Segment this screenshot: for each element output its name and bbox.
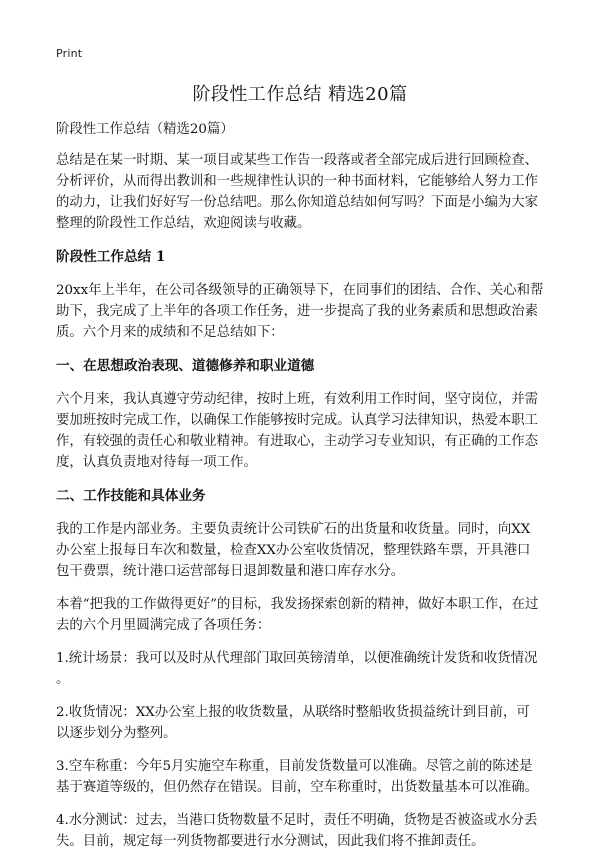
subheading-skills: 二、工作技能和具体业务 bbox=[56, 488, 206, 504]
document-title: 阶段性工作总结 精选20篇 bbox=[192, 84, 408, 105]
text-line: 2.收货情况：XX办公室上报的收货数量，从联络时整船收货损益统计到目前，可 bbox=[56, 705, 530, 720]
text-line: 。 bbox=[56, 672, 70, 687]
text-line: 六个月来，我认真遵守劳动纪律，按时上班，有效利用工作时间，坚守岗位，并需 bbox=[56, 392, 539, 407]
goal-paragraph bbox=[56, 594, 548, 636]
text-line: 的动力，让我们好好写一份总结吧。那么你知道总结如何写吗？下面是小编为大家 bbox=[56, 195, 539, 210]
text-line: 以逐步划分为整列。 bbox=[56, 726, 177, 741]
text-line: 去的六个月里圆满完成了各项任务： bbox=[56, 618, 271, 633]
work-description-paragraph bbox=[56, 519, 548, 582]
text-line: 20xx年上半年，在公司各级领导的正确领导下，在同事们的团结、合作、关心和帮 bbox=[56, 283, 544, 298]
list-item bbox=[56, 810, 548, 852]
text-line: 包干费票，统计港口运营部每日退卸数量和港口库存水分。 bbox=[56, 564, 405, 579]
text-line: 度，认真负责地对待每一项工作。 bbox=[56, 455, 257, 470]
text-line: 1.统计场景：我可以及时从代理部门取回英镑清单，以便准确统计发货和收货情况 bbox=[56, 651, 538, 666]
text-line: 作，有较强的责任心和敬业精神。有进取心，主动学习专业知识，有正确的工作态 bbox=[56, 434, 539, 449]
text-line: 4.水分测试：过去，当港口货物数量不足时，责任不明确，货物是否被盗或水分丢 bbox=[56, 813, 538, 828]
text-line: 我的工作是内部业务。主要负责统计公司铁矿石的出货量和收货量。同时，向XX bbox=[56, 522, 531, 537]
text-line: 本着“把我的工作做得更好”的目标，我发扬探索创新的精神，做好本职工作，在过 bbox=[56, 597, 539, 612]
section-intro-paragraph bbox=[56, 280, 548, 343]
subheading-conduct: 一、在思想政治表现、道德修养和职业道德 bbox=[56, 358, 315, 374]
print-link[interactable]: Print bbox=[56, 47, 83, 60]
text-line: 整理的阶段性工作总结，欢迎阅读与收藏。 bbox=[56, 216, 311, 231]
list-item bbox=[56, 756, 548, 798]
intro-paragraph bbox=[56, 150, 548, 234]
conduct-paragraph bbox=[56, 389, 548, 473]
section-title: 阶段性工作总结 1 bbox=[56, 249, 166, 265]
text-line: 总结是在某一时期、某一项目或某些工作告一段落或者全部完成后进行回顾检查、 bbox=[56, 153, 539, 168]
text-line: 失。目前，规定每一列货物都要进行水分测试，因此我们将不推卸责任。 bbox=[56, 834, 485, 849]
document-body bbox=[56, 119, 548, 852]
list-item bbox=[56, 648, 548, 690]
text-line: 办公室上报每日车次和数量，检查XX办公室收货情况，整理铁路车票，开具港口 bbox=[56, 543, 531, 558]
text-line: 基于赛道等级的，但仍然存在错误。目前，空车称重时，出货数量基本可以准确。 bbox=[56, 780, 539, 795]
text-line: 质。六个月来的成绩和不足总结如下： bbox=[56, 325, 284, 340]
text-line: 要加班按时完成工作，以确保工作能够按时完成。认真学习法律知识，热爱本职工 bbox=[56, 413, 539, 428]
text-line: 3.空车称重：今年5月实施空车称重，目前发货数量可以准确。尽管之前的陈述是 bbox=[56, 759, 533, 774]
text-line: 助下，我完成了上半年的各项工作任务，进一步提高了我的业务素质和思想政治素 bbox=[56, 304, 539, 319]
document-subtitle: 阶段性工作总结（精选20篇） bbox=[56, 122, 234, 137]
text-line: 分析评价，从而得出教训和一些规律性认识的一种书面材料，它能够给人努力工作 bbox=[56, 174, 539, 189]
list-item bbox=[56, 702, 548, 744]
